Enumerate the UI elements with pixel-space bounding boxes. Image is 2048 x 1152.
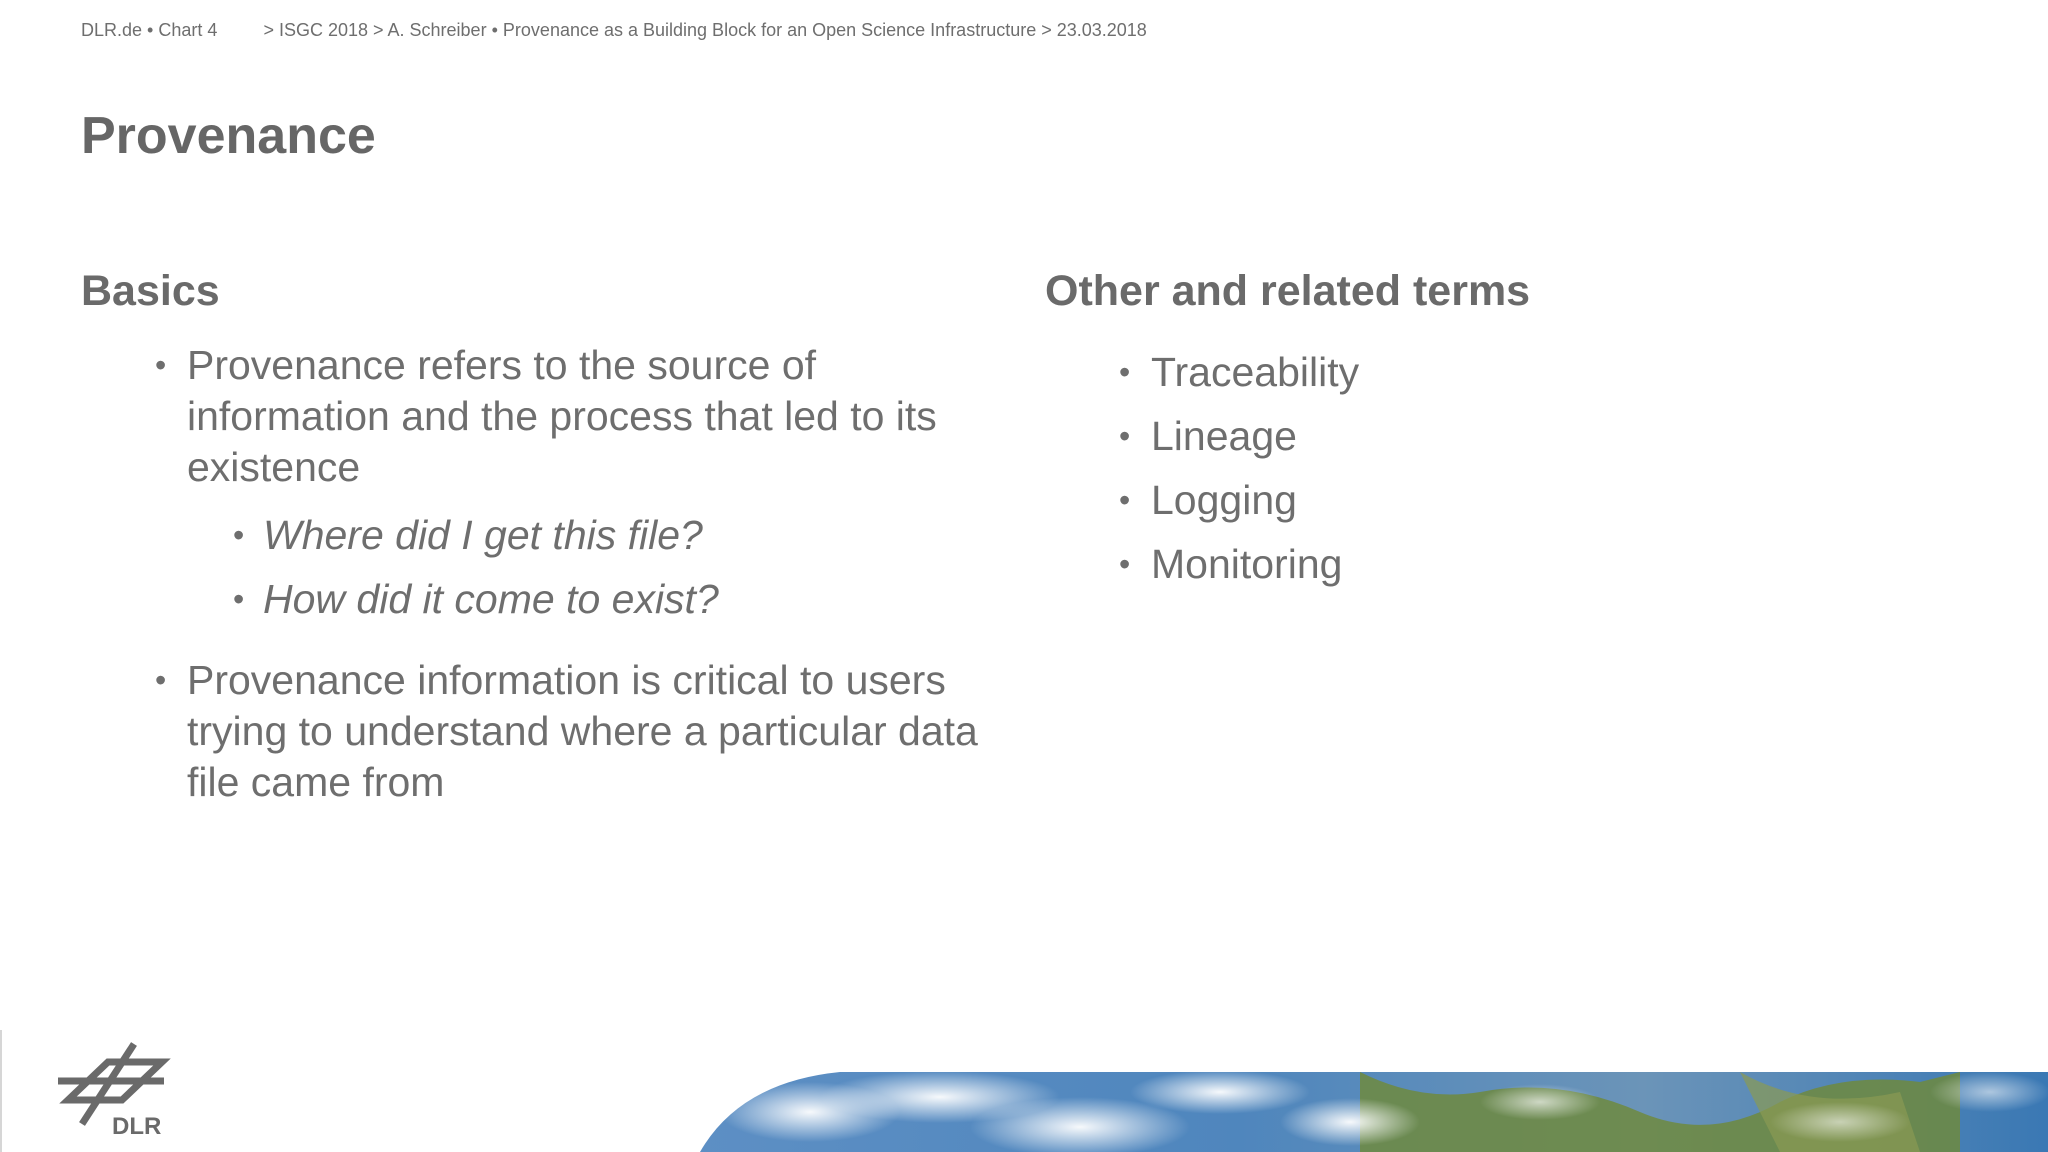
header-site: DLR.de — [81, 20, 143, 40]
list-item — [187, 340, 1011, 631]
dlr-logo — [52, 1040, 172, 1140]
list-item: • Monitoring — [1151, 532, 1945, 596]
earth-image — [660, 1072, 2048, 1152]
list-item-text: Provenance information is critical to users trying to understand where a particular data file came from — [187, 656, 978, 805]
dlr-logo-icon — [52, 1040, 172, 1140]
slide-header — [81, 20, 1147, 41]
terms-list — [1045, 340, 1945, 596]
footer-divider — [0, 1030, 2, 1152]
list-item: • Logging — [1151, 468, 1945, 532]
basics-heading: Basics — [81, 267, 220, 315]
header-talk: Provenance as a Building Block for an Open Science Infrastructure > 23.03.2018 — [502, 20, 1147, 40]
list-item: • Where did I get this file? — [263, 503, 1011, 567]
list-item: • How did it come to exist? — [263, 567, 1011, 631]
sub-list — [187, 503, 1011, 631]
terms-heading: Other and related terms — [1045, 267, 1531, 315]
header-separator: • — [491, 20, 498, 40]
header-separator: • — [147, 20, 154, 40]
list-item: • Lineage — [1151, 404, 1945, 468]
page-title: Provenance — [81, 107, 376, 165]
header-path: > ISGC 2018 > A. Schreiber — [263, 20, 487, 40]
header-chart: Chart 4 — [158, 20, 218, 40]
list-item — [187, 655, 1011, 808]
terms-column — [1045, 266, 1945, 596]
list-item: • Traceability — [1151, 340, 1945, 404]
list-item-text: Provenance refers to the source of information and the process that led to its existence — [187, 341, 937, 490]
basics-list — [81, 340, 1011, 808]
dlr-logo-text: DLR — [112, 1113, 162, 1140]
basics-column — [81, 266, 1011, 808]
earth-banner — [660, 1072, 2048, 1152]
